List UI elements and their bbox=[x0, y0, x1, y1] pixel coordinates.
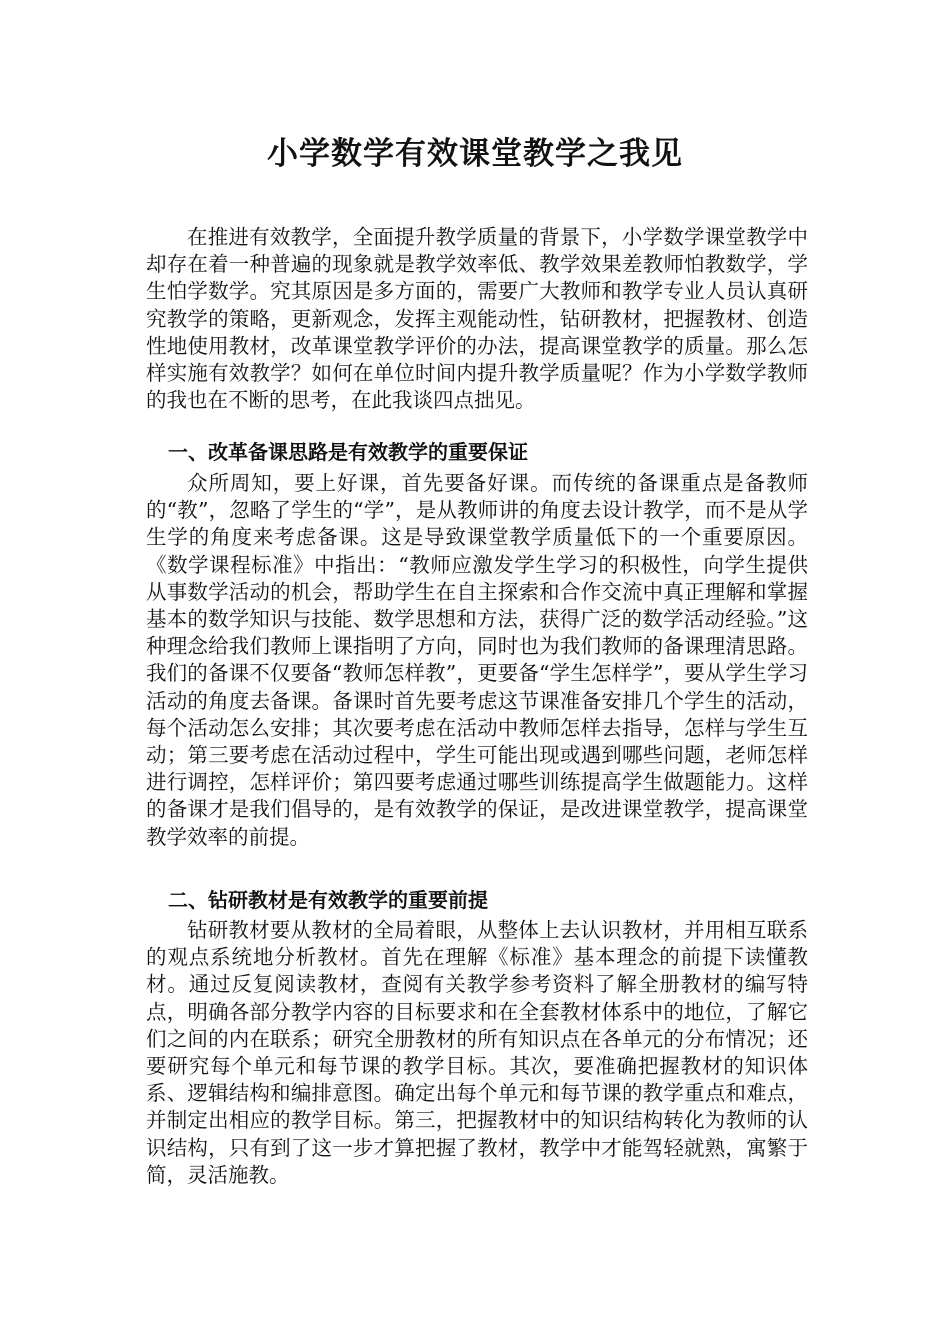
intro-paragraph: 在推进有效教学，全面提升教学质量的背景下，小学数学课堂教学中却存在着一种普遍的现象就是教学效率低、教学效果差教师怕教数学，学生怕学数学。究其原因是多方面的，需要广大教师和教学专业人员认真研究教学的策略，更新观念，发挥主观能动性，钻研教材，把握教材、创造性地使用教材，改革课堂教学评价的办法，提高课堂教学的质量。那么怎样实施有效教学？如何在单位时间内提升教学质量呢？作为小学数学教师的我也在不断的思考，在此我谈四点拙见。 bbox=[146, 225, 808, 413]
section-2-paragraph: 钻研教材要从教材的全局着眼，从整体上去认识教材，并用相互联系的观点系统地分析教材。首先在理解《标准》基本理念的前提下读懂教材。通过反复阅读教材，查阅有关教学参考资料了解全册教材的编写特点，明确各部分教学内容的目标要求和在全套教材体系中的地位，了解它们之间的内在联系；研究全册教材的所有知识点在各单元的分布情况；还要研究每个单元和每节课的教学目标。其次，要准确把握教材的知识体系、逻辑结构和编排意图。确定出每个单元和每节课的教学重点和难点，并制定出相应的教学目标。第三，把握教材中的知识结构转化为教师的认识结构，只有到了这一步才算把握了教材，教学中才能驾轻就熟，寓繁于简，灵活施教。 bbox=[146, 918, 808, 1187]
section-1-heading: 一、改革备课思路是有效教学的重要保证 bbox=[168, 440, 528, 464]
page-title: 小学数学有效课堂教学之我见 bbox=[267, 136, 683, 172]
section-2-heading: 二、钻研教材是有效教学的重要前提 bbox=[168, 888, 488, 912]
section-1-paragraph: 众所周知，要上好课，首先要备好课。而传统的备课重点是备教师的“教”，忽略了学生的“学”，是从教师讲的角度去设计教学，而不是从学生学的角度来考虑备课。这是导致课堂教学质量低下的一个重要原因。《数学课程标准》中指出：“教师应激发学生学习的积极性，向学生提供从事数学活动的机会，帮助学生在自主探索和合作交流中真正理解和掌握基本的数学知识与技能、数学思想和方法，获得广泛的数学活动经验。”这种理念给我们教师上课指明了方向，同时也为我们教师的备课理清思路。我们的备课不仅要备“教师怎样教”，更要备“学生怎样学”，要从学生学习活动的角度去备课。备课时首先要考虑这节课准备安排几个学生的活动，每个活动怎么安排；其次要考虑在活动中教师怎样去指导，怎样与学生互动；第三要考虑在活动过程中，学生可能出现或遇到哪些问题，老师怎样进行调控，怎样评价；第四要考虑通过哪些训练提高学生做题能力。这样的备课才是我们倡导的，是有效教学的保证，是改进课堂教学，提高课堂教学效率的前提。 bbox=[146, 471, 808, 849]
